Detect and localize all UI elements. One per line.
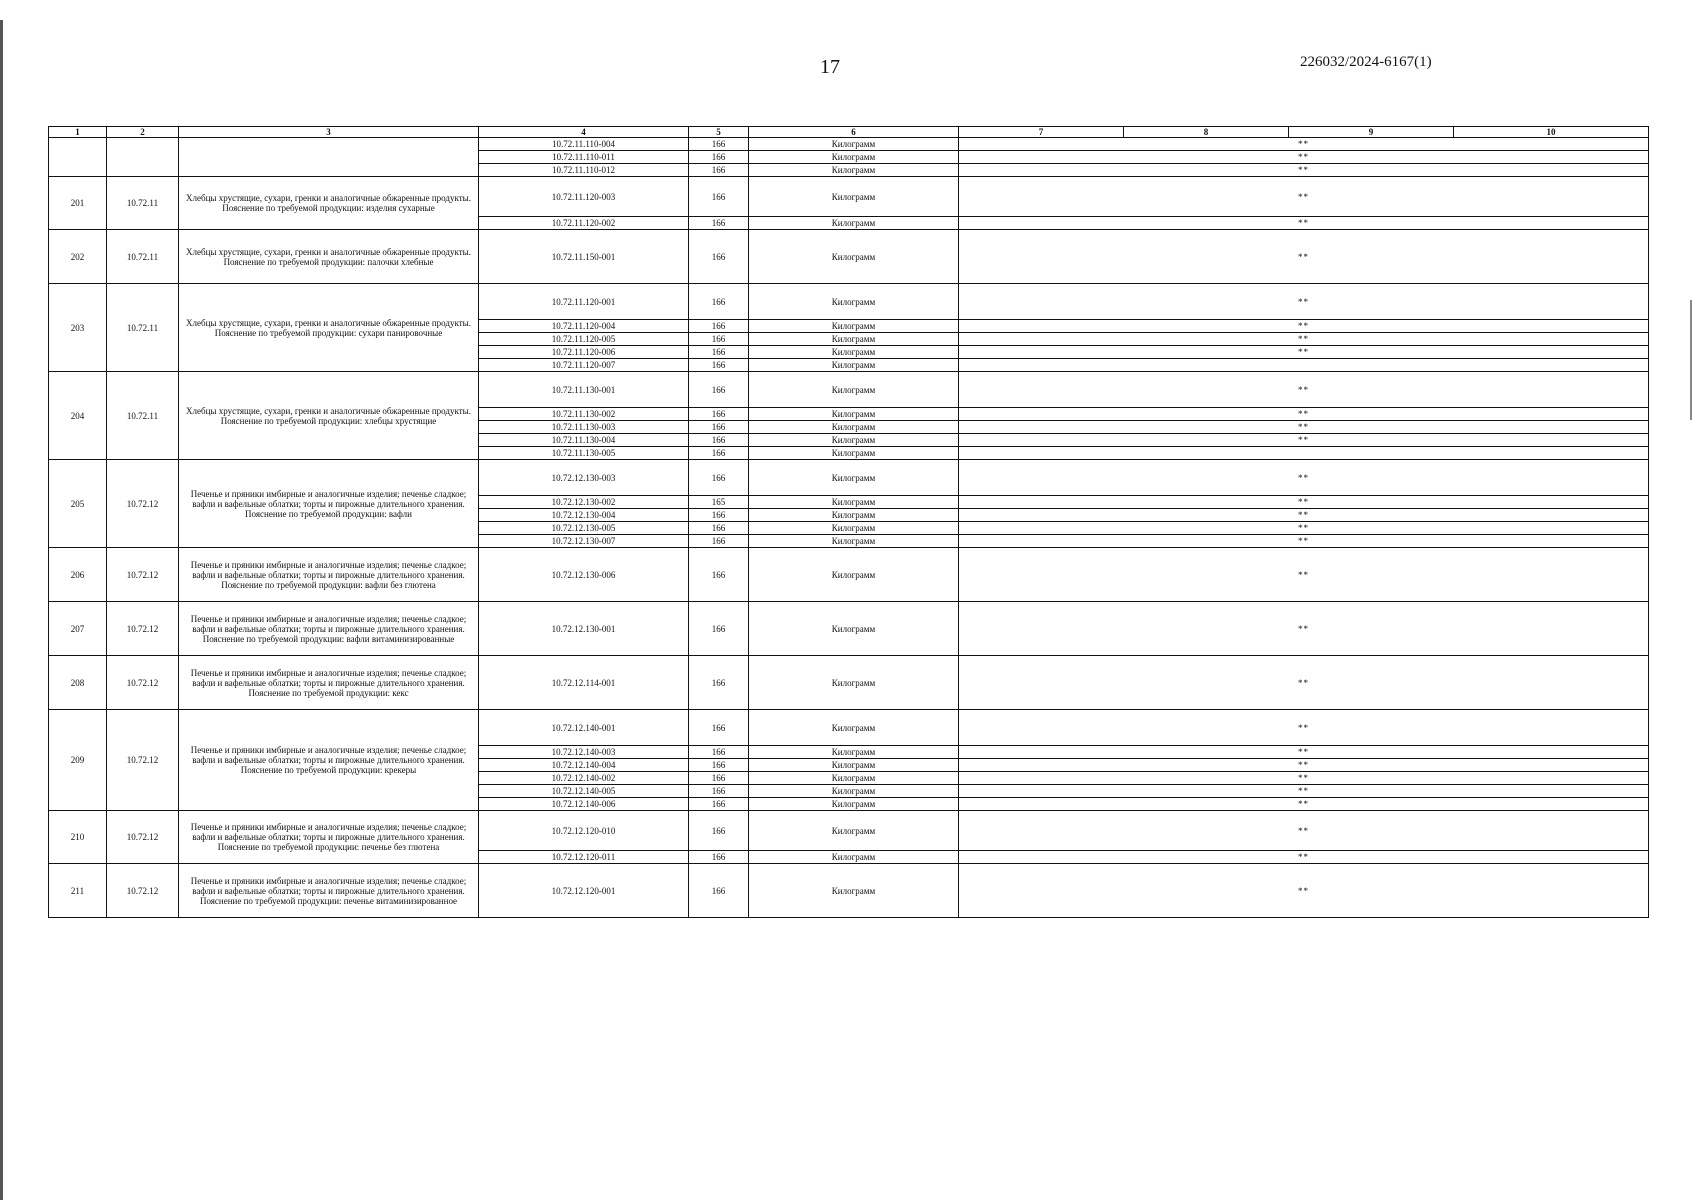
product-code: 10.72.11.120-002 [479, 217, 689, 230]
product-code: 10.72.12.130-002 [479, 496, 689, 509]
product-code: 10.72.11.130-004 [479, 434, 689, 447]
okei-code: 166 [689, 811, 749, 851]
okei-code: 166 [689, 656, 749, 710]
product-name: Хлебцы хрустящие, сухари, гренки и аналогичные обжаренные продукты. Пояснение по требуемой продукции: палочки хлебные [179, 230, 479, 284]
mark-cell: ** [959, 656, 1649, 710]
table-row [49, 284, 1649, 320]
okei-code: 166 [689, 785, 749, 798]
table-row [49, 372, 1649, 408]
product-code: 10.72.12.140-003 [479, 746, 689, 759]
product-code: 10.72.12.130-004 [479, 509, 689, 522]
okpd-code: 10.72.11 [107, 284, 179, 372]
mark-cell: ** [959, 138, 1649, 151]
mark-cell: ** [959, 785, 1649, 798]
row-number: 210 [49, 811, 107, 864]
okei-code: 166 [689, 359, 749, 372]
product-code: 10.72.11.110-004 [479, 138, 689, 151]
unit-name: Килограмм [749, 284, 959, 320]
okpd-code: 10.72.11 [107, 372, 179, 460]
unit-name: Килограмм [749, 230, 959, 284]
unit-name: Килограмм [749, 164, 959, 177]
product-code: 10.72.11.120-001 [479, 284, 689, 320]
page-number: 17 [820, 56, 840, 78]
product-name: Печенье и пряники имбирные и аналогичные изделия; печенье сладкое; вафли и вафельные облатки; торты и пирожные длительного хранения. Пояснение по требуемой продукции: печенье без глютена [179, 811, 479, 864]
product-code: 10.72.11.120-004 [479, 320, 689, 333]
unit-name: Килограмм [749, 710, 959, 746]
product-code: 10.72.11.110-012 [479, 164, 689, 177]
okei-code: 166 [689, 372, 749, 408]
okei-code: 166 [689, 164, 749, 177]
mark-cell: ** [959, 798, 1649, 811]
unit-name: Килограмм [749, 759, 959, 772]
okei-code: 166 [689, 772, 749, 785]
okei-code: 166 [689, 230, 749, 284]
product-code: 10.72.11.130-003 [479, 421, 689, 434]
header-col-9: 9 [1289, 127, 1454, 138]
unit-name: Килограмм [749, 509, 959, 522]
table-row [49, 230, 1649, 284]
product-code: 10.72.11.110-011 [479, 151, 689, 164]
scan-left-edge [0, 20, 3, 1200]
product-name: Хлебцы хрустящие, сухари, гренки и аналогичные обжаренные продукты. Пояснение по требуемой продукции: изделия сухарные [179, 177, 479, 230]
header-col-6: 6 [749, 127, 959, 138]
unit-name: Килограмм [749, 346, 959, 359]
unit-name: Килограмм [749, 535, 959, 548]
unit-name: Килограмм [749, 320, 959, 333]
table-row [49, 138, 1649, 151]
okei-code: 166 [689, 851, 749, 864]
product-name [179, 138, 479, 177]
table-row [49, 710, 1649, 746]
okei-code: 166 [689, 522, 749, 535]
product-name: Хлебцы хрустящие, сухари, гренки и аналогичные обжаренные продукты. Пояснение по требуемой продукции: сухари панировочные [179, 284, 479, 372]
product-code: 10.72.12.120-001 [479, 864, 689, 918]
mark-cell: ** [959, 346, 1649, 359]
product-code: 10.72.12.130-003 [479, 460, 689, 496]
product-code: 10.72.11.130-002 [479, 408, 689, 421]
table-container [48, 126, 1648, 918]
header-col-2: 2 [107, 127, 179, 138]
product-name: Печенье и пряники имбирные и аналогичные изделия; печенье сладкое; вафли и вафельные облатки; торты и пирожные длительного хранения. Пояснение по требуемой продукции: вафли [179, 460, 479, 548]
unit-name: Килограмм [749, 333, 959, 346]
okei-code: 166 [689, 759, 749, 772]
okpd-code: 10.72.12 [107, 864, 179, 918]
mark-cell [959, 447, 1649, 460]
products-table [48, 126, 1649, 918]
mark-cell: ** [959, 320, 1649, 333]
header-col-3: 3 [179, 127, 479, 138]
product-code: 10.72.11.130-001 [479, 372, 689, 408]
product-name: Печенье и пряники имбирные и аналогичные изделия; печенье сладкое; вафли и вафельные облатки; торты и пирожные длительного хранения. Пояснение по требуемой продукции: кекс [179, 656, 479, 710]
mark-cell: ** [959, 746, 1649, 759]
okpd-code [107, 138, 179, 177]
mark-cell: ** [959, 284, 1649, 320]
header-col-1: 1 [49, 127, 107, 138]
header-col-10: 10 [1454, 127, 1649, 138]
unit-name: Килограмм [749, 151, 959, 164]
mark-cell: ** [959, 548, 1649, 602]
document-id: 226032/2024-6167(1) [1300, 54, 1432, 70]
mark-cell: ** [959, 434, 1649, 447]
unit-name: Килограмм [749, 746, 959, 759]
okei-code: 166 [689, 447, 749, 460]
unit-name: Килограмм [749, 785, 959, 798]
okei-code: 166 [689, 434, 749, 447]
mark-cell: ** [959, 460, 1649, 496]
okpd-code: 10.72.12 [107, 602, 179, 656]
unit-name: Килограмм [749, 372, 959, 408]
product-code: 10.72.11.120-003 [479, 177, 689, 217]
mark-cell [959, 359, 1649, 372]
product-code: 10.72.12.114-001 [479, 656, 689, 710]
okpd-code: 10.72.11 [107, 177, 179, 230]
row-number: 204 [49, 372, 107, 460]
row-number: 202 [49, 230, 107, 284]
row-number: 207 [49, 602, 107, 656]
mark-cell: ** [959, 230, 1649, 284]
row-number: 203 [49, 284, 107, 372]
table-row [49, 460, 1649, 496]
product-code: 10.72.12.130-001 [479, 602, 689, 656]
unit-name: Килограмм [749, 656, 959, 710]
okpd-code: 10.72.12 [107, 460, 179, 548]
mark-cell: ** [959, 421, 1649, 434]
product-code: 10.72.12.140-001 [479, 710, 689, 746]
unit-name: Килограмм [749, 864, 959, 918]
row-number: 205 [49, 460, 107, 548]
header-col-7: 7 [959, 127, 1124, 138]
okei-code: 166 [689, 151, 749, 164]
unit-name: Килограмм [749, 522, 959, 535]
product-name: Хлебцы хрустящие, сухари, гренки и аналогичные обжаренные продукты. Пояснение по требуемой продукции: хлебцы хрустящие [179, 372, 479, 460]
unit-name: Килограмм [749, 851, 959, 864]
product-code: 10.72.12.130-005 [479, 522, 689, 535]
unit-name: Килограмм [749, 217, 959, 230]
unit-name: Килограмм [749, 811, 959, 851]
table-body [49, 138, 1649, 918]
okpd-code: 10.72.12 [107, 811, 179, 864]
row-number: 201 [49, 177, 107, 230]
unit-name: Килограмм [749, 177, 959, 217]
okei-code: 166 [689, 408, 749, 421]
unit-name: Килограмм [749, 447, 959, 460]
okei-code: 166 [689, 138, 749, 151]
product-code: 10.72.12.140-004 [479, 759, 689, 772]
okei-code: 166 [689, 421, 749, 434]
mark-cell: ** [959, 217, 1649, 230]
okei-code: 166 [689, 864, 749, 918]
okpd-code: 10.72.11 [107, 230, 179, 284]
mark-cell: ** [959, 851, 1649, 864]
product-code: 10.72.12.120-010 [479, 811, 689, 851]
unit-name: Килограмм [749, 496, 959, 509]
table-row [49, 864, 1649, 918]
mark-cell: ** [959, 496, 1649, 509]
okei-code: 165 [689, 496, 749, 509]
unit-name: Килограмм [749, 460, 959, 496]
unit-name: Килограмм [749, 359, 959, 372]
product-code: 10.72.12.130-006 [479, 548, 689, 602]
unit-name: Килограмм [749, 138, 959, 151]
scan-right-edge [1690, 300, 1692, 420]
table-row [49, 811, 1649, 851]
okei-code: 166 [689, 548, 749, 602]
mark-cell: ** [959, 372, 1649, 408]
okei-code: 166 [689, 217, 749, 230]
product-code: 10.72.12.140-006 [479, 798, 689, 811]
table-row [49, 656, 1649, 710]
product-code: 10.72.11.120-006 [479, 346, 689, 359]
row-number: 211 [49, 864, 107, 918]
header-col-5: 5 [689, 127, 749, 138]
mark-cell: ** [959, 710, 1649, 746]
okei-code: 166 [689, 177, 749, 217]
product-code: 10.72.11.130-005 [479, 447, 689, 460]
row-number: 206 [49, 548, 107, 602]
unit-name: Килограмм [749, 434, 959, 447]
okei-code: 166 [689, 798, 749, 811]
header-row [49, 127, 1649, 138]
mark-cell: ** [959, 408, 1649, 421]
product-name: Печенье и пряники имбирные и аналогичные изделия; печенье сладкое; вафли и вафельные облатки; торты и пирожные длительного хранения. Пояснение по требуемой продукции: вафли без глютена [179, 548, 479, 602]
mark-cell: ** [959, 164, 1649, 177]
mark-cell: ** [959, 772, 1649, 785]
okei-code: 166 [689, 346, 749, 359]
product-code: 10.72.11.120-007 [479, 359, 689, 372]
row-number: 208 [49, 656, 107, 710]
unit-name: Килограмм [749, 602, 959, 656]
product-code: 10.72.12.140-002 [479, 772, 689, 785]
product-code: 10.72.11.120-005 [479, 333, 689, 346]
product-name: Печенье и пряники имбирные и аналогичные изделия; печенье сладкое; вафли и вафельные облатки; торты и пирожные длительного хранения. Пояснение по требуемой продукции: вафли витаминизированные [179, 602, 479, 656]
unit-name: Килограмм [749, 421, 959, 434]
unit-name: Килограмм [749, 408, 959, 421]
product-code: 10.72.12.120-011 [479, 851, 689, 864]
unit-name: Килограмм [749, 772, 959, 785]
mark-cell: ** [959, 333, 1649, 346]
mark-cell: ** [959, 522, 1649, 535]
okei-code: 166 [689, 460, 749, 496]
okei-code: 166 [689, 710, 749, 746]
mark-cell: ** [959, 509, 1649, 522]
product-name: Печенье и пряники имбирные и аналогичные изделия; печенье сладкое; вафли и вафельные облатки; торты и пирожные длительного хранения. Пояснение по требуемой продукции: крекеры [179, 710, 479, 811]
okei-code: 166 [689, 509, 749, 522]
unit-name: Килограмм [749, 548, 959, 602]
unit-name: Килограмм [749, 798, 959, 811]
product-code: 10.72.12.130-007 [479, 535, 689, 548]
okei-code: 166 [689, 333, 749, 346]
okpd-code: 10.72.12 [107, 656, 179, 710]
table-row [49, 602, 1649, 656]
okei-code: 166 [689, 602, 749, 656]
mark-cell: ** [959, 602, 1649, 656]
mark-cell: ** [959, 759, 1649, 772]
row-number [49, 138, 107, 177]
table-row [49, 548, 1649, 602]
header-col-4: 4 [479, 127, 689, 138]
table-row [49, 177, 1649, 217]
row-number: 209 [49, 710, 107, 811]
mark-cell: ** [959, 864, 1649, 918]
okei-code: 166 [689, 535, 749, 548]
product-name: Печенье и пряники имбирные и аналогичные изделия; печенье сладкое; вафли и вафельные облатки; торты и пирожные длительного хранения. Пояснение по требуемой продукции: печенье витаминизированное [179, 864, 479, 918]
header-col-8: 8 [1124, 127, 1289, 138]
okei-code: 166 [689, 284, 749, 320]
mark-cell: ** [959, 811, 1649, 851]
mark-cell: ** [959, 151, 1649, 164]
okei-code: 166 [689, 320, 749, 333]
okei-code: 166 [689, 746, 749, 759]
okpd-code: 10.72.12 [107, 548, 179, 602]
mark-cell: ** [959, 177, 1649, 217]
mark-cell: ** [959, 535, 1649, 548]
okpd-code: 10.72.12 [107, 710, 179, 811]
product-code: 10.72.11.150-001 [479, 230, 689, 284]
product-code: 10.72.12.140-005 [479, 785, 689, 798]
